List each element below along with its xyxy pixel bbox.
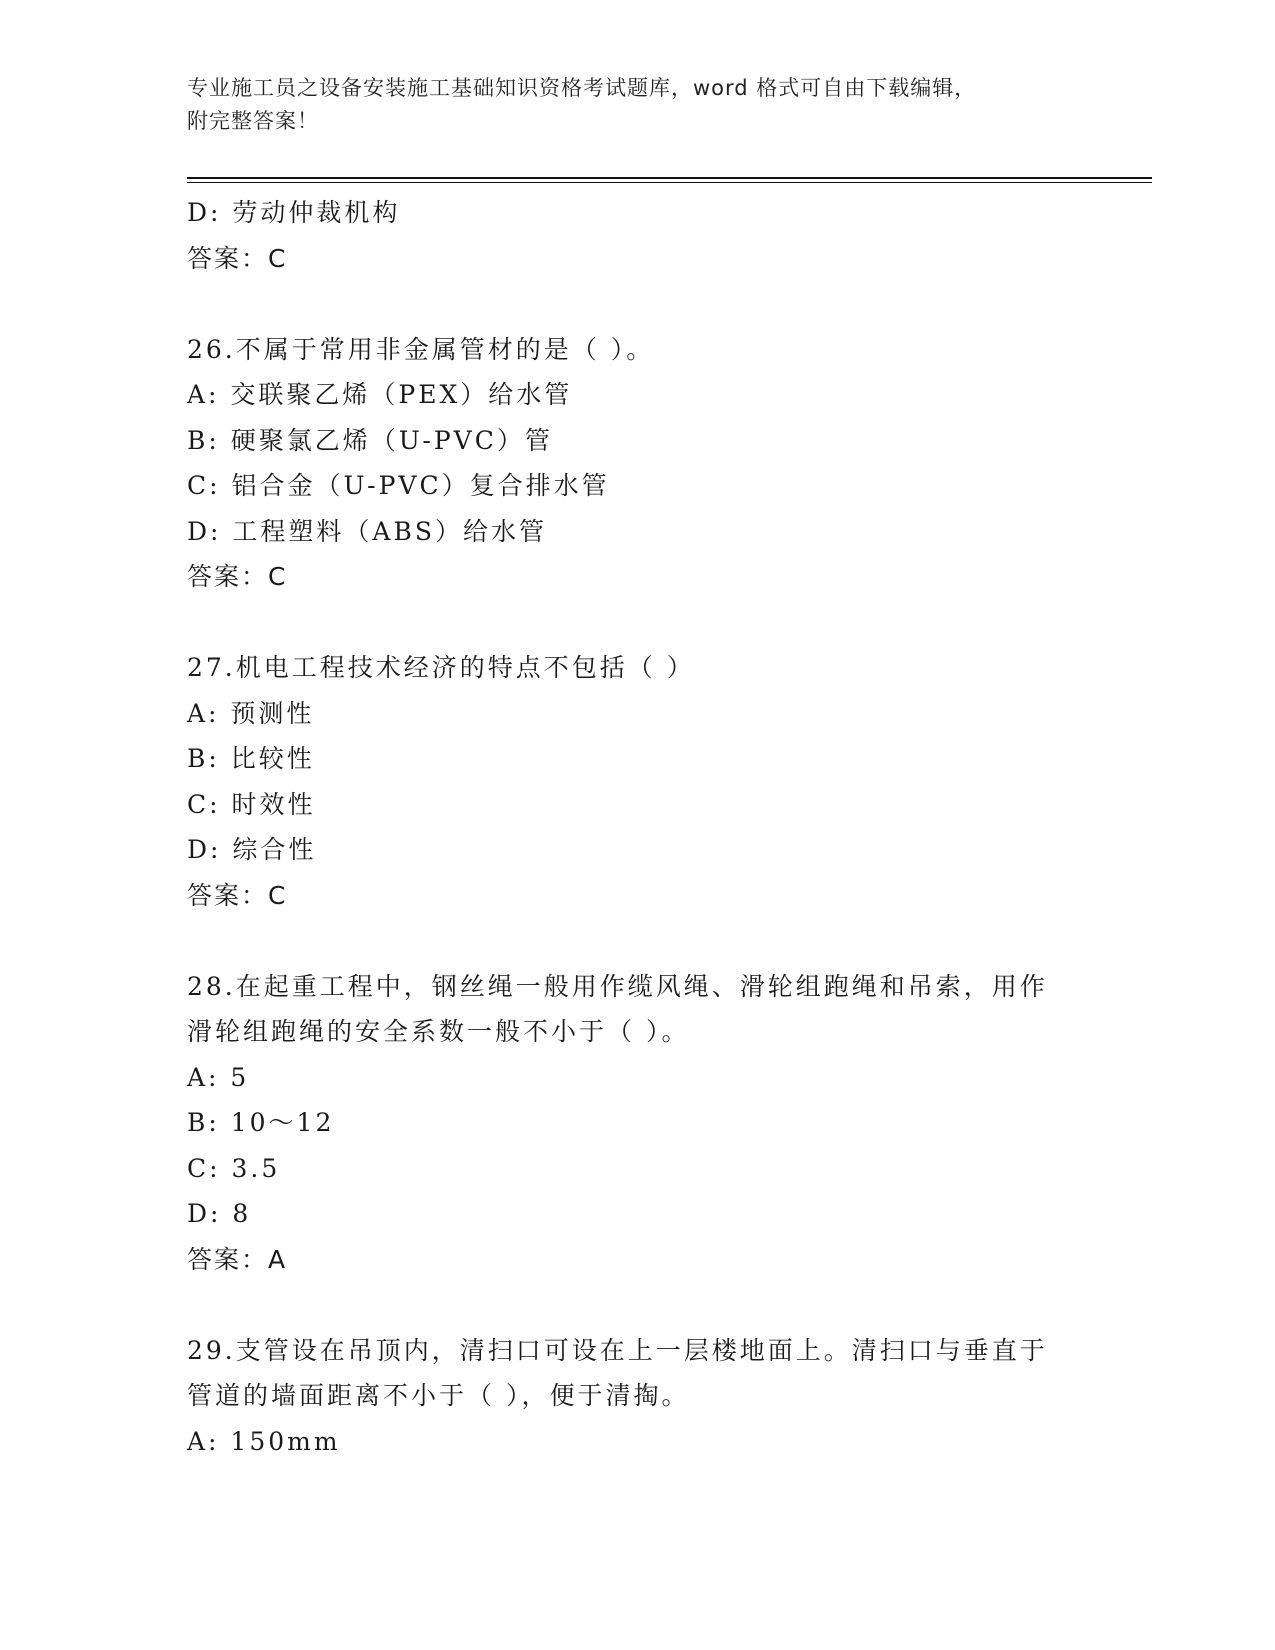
- option-d: D: 综合性: [187, 835, 317, 864]
- question-stem-line-1: 29.支管设在吊顶内，清扫口可设在上一层楼地面上。清扫口与垂直于: [187, 1335, 1048, 1365]
- carryover-block: [187, 190, 1087, 281]
- question-stem-line-2: 滑轮组跑绳的安全系数一般不小于（ ）。: [187, 1017, 690, 1046]
- question-stem-line-2: 管道的墙面距离不小于（ ），便于清掏。: [187, 1381, 690, 1410]
- answer-line: 答案：C: [187, 880, 288, 910]
- question-stem-line-1: 28.在起重工程中，钢丝绳一般用作缆风绳、滑轮组跑绳和吊索，用作: [187, 971, 1048, 1001]
- answer-line: 答案：A: [187, 1244, 288, 1274]
- spacer: [187, 600, 1087, 646]
- document-header: [187, 72, 1087, 138]
- option-a: A: 预测性: [187, 698, 315, 728]
- option-b: B: 比较性: [187, 744, 315, 773]
- answer-line: 答案：C: [187, 243, 288, 273]
- header-divider-thin: [187, 182, 1152, 183]
- option-d: D: 劳动仲裁机构: [187, 198, 401, 227]
- option-d: D: 工程塑料（ABS）给水管: [187, 516, 547, 546]
- question-28: [187, 964, 1087, 1283]
- question-26: [187, 327, 1087, 600]
- option-b: B: 硬聚氯乙烯（U-PVC）管: [187, 425, 553, 455]
- header-divider-thick: [187, 177, 1152, 179]
- spacer: [187, 281, 1087, 327]
- question-stem: 26.不属于常用非金属管材的是（ ）。: [187, 334, 655, 364]
- option-b: B: 10～12: [187, 1108, 335, 1137]
- spacer: [187, 1282, 1087, 1328]
- header-line-1: 专业施工员之设备安装施工基础知识资格考试题库，word 格式可自由下载编辑，: [187, 76, 977, 100]
- option-c: C: 铝合金（U-PVC）复合排水管: [187, 471, 610, 500]
- question-list: [187, 190, 1087, 1464]
- spacer: [187, 918, 1087, 964]
- question-27: [187, 645, 1087, 918]
- question-29: [187, 1328, 1087, 1465]
- option-a: A: 交联聚乙烯（PEX）给水管: [187, 380, 573, 409]
- option-a: A: 150mm: [187, 1426, 341, 1456]
- option-a: A: 5: [187, 1062, 250, 1092]
- question-stem: 27.机电工程技术经济的特点不包括（ ）: [187, 653, 695, 682]
- option-c: C: 时效性: [187, 789, 316, 819]
- answer-line: 答案：C: [187, 562, 288, 591]
- option-d: D: 8: [187, 1199, 252, 1228]
- header-line-2: 附完整答案！: [187, 109, 319, 133]
- option-c: C: 3.5: [187, 1153, 281, 1183]
